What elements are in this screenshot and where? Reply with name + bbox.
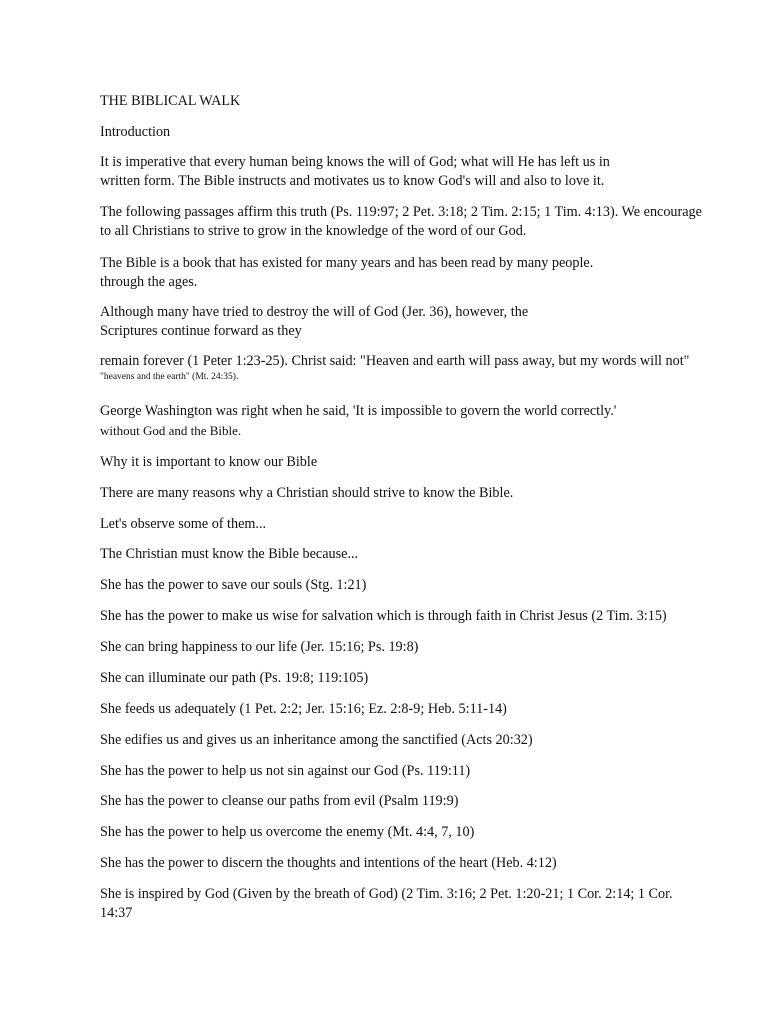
paragraph-line: to all Christians to strive to grow in the knowledge of the word of our God.	[100, 223, 527, 239]
paragraph-line: without God and the Bible.	[100, 423, 242, 438]
reason-item: She edifies us and gives us an inheritance among the sanctified (Acts 20:32)	[100, 732, 533, 748]
reason-item: She feeds us adequately (1 Pet. 2:2; Jer. 15:16; Ez. 2:8-9; Heb. 5:11-14)	[100, 701, 507, 717]
paragraph-line: The following passages affirm this truth (Ps. 119:97; 2 Pet. 3:18; 2 Tim. 2:15; 1 Tim. 4:13). We encourage	[100, 204, 702, 220]
paragraph-passages	[100, 203, 702, 241]
paragraph-bible-book	[100, 254, 593, 292]
intro-heading: Introduction	[100, 124, 171, 140]
section-heading: Why it is important to know our Bible	[100, 454, 318, 470]
observe-line: Let's observe some of them...	[100, 516, 267, 532]
because-line: The Christian must know the Bible because...	[100, 546, 359, 562]
reason-item: She has the power to help us overcome the enemy (Mt. 4:4, 7, 10)	[100, 824, 475, 840]
reason-item: She has the power to cleanse our paths from evil (Psalm 119:9)	[100, 793, 459, 809]
document-title: THE BIBLICAL WALK	[100, 93, 241, 109]
paragraph-line: Although many have tried to destroy the will of God (Jer. 36), however, the	[100, 304, 529, 320]
reason-item: She has the power to discern the thoughts and intentions of the heart (Heb. 4:12)	[100, 855, 557, 871]
reason-item: She has the power to make us wise for salvation which is through faith in Christ Jesus (2 Tim. 3:15)	[100, 608, 667, 624]
paragraph-washington	[100, 402, 616, 440]
paragraph-line: The Bible is a book that has existed for many years and has been read by many people.	[100, 255, 594, 271]
paragraph-line: remain forever (1 Peter 1:23-25). Christ said: "Heaven and earth will pass away, but my words will not"	[100, 353, 690, 369]
paragraph-line-small: "heavens and the earth" (Mt. 24:35).	[100, 372, 239, 382]
reason-item: She can illuminate our path (Ps. 19:8; 119:105)	[100, 670, 369, 686]
paragraph-destroy	[100, 303, 528, 341]
reasons-intro: There are many reasons why a Christian should strive to know the Bible.	[100, 485, 514, 501]
paragraph-line: Scriptures continue forward as they	[100, 323, 302, 339]
paragraph-line: George Washington was right when he said, 'It is impossible to govern the world correctly.'	[100, 403, 617, 419]
paragraph-will-of-god	[100, 153, 610, 191]
reason-item: She has the power to save our souls (Stg. 1:21)	[100, 577, 367, 593]
reason-item: She can bring happiness to our life (Jer. 15:16; Ps. 19:8)	[100, 639, 419, 655]
paragraph-line: through the ages.	[100, 274, 198, 290]
reason-item-inspired	[100, 885, 673, 923]
paragraph-line: written form. The Bible instructs and motivates us to know God's will and also to love it.	[100, 173, 605, 189]
paragraph-remain-forever	[100, 352, 689, 383]
paragraph-line: 14:37	[100, 905, 133, 921]
paragraph-line: It is imperative that every human being knows the will of God; what will He has left us in	[100, 154, 610, 170]
paragraph-line: She is inspired by God (Given by the breath of God) (2 Tim. 3:16; 2 Pet. 1:20-21; 1 Cor. 2:14; 1 Cor.	[100, 886, 673, 902]
reason-item: She has the power to help us not sin against our God (Ps. 119:11)	[100, 763, 471, 779]
